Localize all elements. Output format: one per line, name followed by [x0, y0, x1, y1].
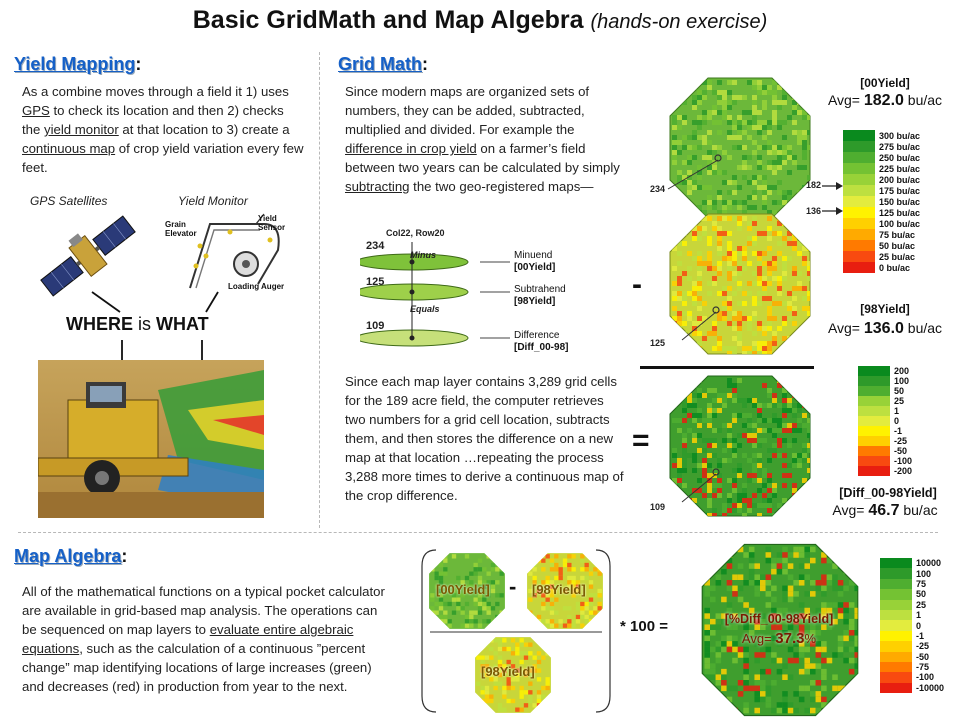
- gm-sub: subtracting: [345, 179, 410, 194]
- stack-v2: 125: [366, 276, 385, 288]
- legend-row: [858, 456, 912, 466]
- cell-value-diff: 109: [650, 502, 666, 512]
- map-algebra-text: [22, 582, 394, 696]
- legend-pct: [880, 558, 944, 693]
- legend-label: 75 bu/ac: [879, 229, 916, 240]
- legend-row: [858, 376, 912, 386]
- loading-auger-label: Loading Auger: [228, 282, 285, 291]
- minuend-label: Minuend: [514, 250, 553, 261]
- legend-row: [843, 185, 920, 196]
- caption-gps: GPS Satellites: [30, 194, 108, 208]
- legend-label: 200 bu/ac: [879, 174, 921, 185]
- avg-pct-diff: [704, 630, 854, 647]
- legend-row: [880, 662, 944, 672]
- operator-equals: =: [632, 424, 650, 457]
- legend-label: 0 bu/ac: [879, 262, 911, 273]
- avg-unit: bu/ac: [899, 502, 938, 518]
- subtrahend-layer: [98Yield]: [514, 296, 556, 307]
- legend-swatch: [843, 229, 875, 240]
- stack-minus: Minus: [410, 250, 436, 260]
- legend-row: [880, 600, 944, 610]
- caption-monitor: Yield Monitor: [178, 194, 248, 208]
- avg-value: 182.0: [863, 92, 904, 109]
- legend-label: -10000: [916, 682, 945, 693]
- legend-swatch: [843, 251, 875, 262]
- row-divider: [18, 532, 938, 533]
- legend-swatch: [880, 652, 912, 662]
- pointer-diff: [660, 470, 720, 510]
- ym-gps: GPS: [22, 103, 50, 118]
- legend-swatch: [858, 436, 890, 445]
- map-algebra-heading-text: Map Algebra: [14, 546, 122, 566]
- legend-swatch: [843, 163, 875, 174]
- legend-label: -1: [916, 630, 925, 641]
- legend-swatch: [843, 174, 875, 185]
- label-diff: [Diff_00-98Yield]: [839, 486, 937, 500]
- arrow-136-label: 136: [806, 206, 822, 216]
- grid-math-each-text: Since each map layer contains 3,289 grid cells for the 189 acre field, the computer retrieves two numbers for a grid cell location, subtracts them, and then stores the difference on a new map at that location …repeating the process 3,288 more times to derive a continuous map of the crop difference.: [345, 374, 624, 503]
- pointer-98: [660, 308, 720, 348]
- legend-swatch: [843, 262, 875, 273]
- legend-label: 100: [916, 568, 932, 579]
- legend-row: [843, 229, 920, 240]
- legend-label: -50: [894, 446, 908, 456]
- is-text: is: [138, 314, 152, 334]
- legend-label: 250 bu/ac: [879, 152, 921, 163]
- ym-monitor: yield monitor: [44, 122, 119, 137]
- legend-swatch: [843, 141, 875, 152]
- legend-label: -75: [916, 662, 930, 673]
- gm-text-2: on a farmer’s field between two years can be calculated by simply: [345, 141, 620, 175]
- legend-row: [880, 620, 944, 630]
- legend-swatch: [880, 589, 912, 599]
- label-pct-diff: [%Diff_00-98Yield]: [724, 612, 834, 626]
- legend-swatch: [858, 426, 890, 435]
- legend-label: -100: [916, 672, 935, 683]
- cell-value-00: 234: [650, 184, 666, 194]
- minuend-layer: [00Yield]: [514, 262, 556, 273]
- legend-row: [843, 174, 920, 185]
- legend-swatch: [880, 683, 912, 693]
- legend-label: 1: [916, 610, 922, 621]
- yield-sensor-label: Yield Sensor: [258, 214, 286, 232]
- legend-label: -50: [916, 651, 930, 662]
- avg-pre: Avg=: [827, 320, 864, 336]
- formula-00yield: [00Yield]: [436, 582, 490, 597]
- arrow-182-label: 182: [806, 180, 822, 190]
- legend-row: [843, 207, 920, 218]
- legend-label: -100: [894, 456, 913, 466]
- legend-label: 125 bu/ac: [879, 207, 921, 218]
- ym-text-1: As a combine moves through a field it 1) uses: [22, 84, 289, 99]
- legend-row: [880, 652, 944, 662]
- legend-swatch: [880, 641, 912, 651]
- map-algebra-heading: [14, 546, 127, 567]
- legend-swatch: [880, 610, 912, 620]
- gm-text-3: the two geo-registered maps—: [409, 179, 594, 194]
- heading-colon: :: [135, 54, 142, 74]
- legend-label: -1: [894, 426, 903, 436]
- legend-label: 100 bu/ac: [879, 218, 921, 229]
- legend-label: 50 bu/ac: [879, 240, 916, 251]
- legend-label: 0: [916, 620, 922, 631]
- legend-row: [843, 240, 920, 251]
- label-00yield: [00Yield]: [860, 76, 910, 90]
- legend-row: [843, 196, 920, 207]
- legend-row: [880, 610, 944, 620]
- column-divider: [319, 52, 320, 528]
- legend-swatch: [858, 416, 890, 425]
- legend-arrows: [822, 178, 844, 218]
- legend-swatch: [843, 185, 875, 196]
- stack-v1: 234: [366, 240, 385, 252]
- what-text: WHAT: [156, 314, 209, 334]
- formula-minus: -: [509, 574, 517, 599]
- legend-label: 50: [916, 589, 927, 600]
- map-00yield: [668, 76, 812, 220]
- avg-diff: [815, 502, 955, 520]
- stack-v3: 109: [366, 320, 385, 332]
- legend-row: [858, 466, 912, 476]
- yield-mapping-heading: [14, 54, 141, 75]
- legend-row: [843, 152, 920, 163]
- legend-row: [843, 163, 920, 174]
- legend-diff: [858, 366, 912, 476]
- stack-subtrahend: [514, 284, 566, 308]
- legend-swatch: [880, 662, 912, 672]
- legend-label: 10000: [916, 558, 942, 569]
- avg-pre: Avg=: [827, 92, 864, 108]
- legend-swatch: [880, 558, 912, 568]
- legend-swatch: [858, 466, 890, 475]
- legend-swatch: [880, 568, 912, 578]
- legend-label: 225 bu/ac: [879, 163, 921, 174]
- legend-swatch: [858, 376, 890, 385]
- grid-math-heading-text: Grid Math: [338, 54, 422, 74]
- legend-label: 300 bu/ac: [879, 130, 921, 141]
- legend-swatch: [858, 366, 890, 375]
- legend-row: [880, 683, 944, 693]
- legend-swatch: [858, 446, 890, 455]
- legend-row: [858, 366, 912, 376]
- avg-value: 136.0: [863, 320, 904, 337]
- title-sub: (hands-on exercise): [590, 11, 768, 33]
- yield-mapping-text: [22, 82, 304, 177]
- legend-swatch: [858, 396, 890, 405]
- title-main: Basic GridMath and Map Algebra: [192, 6, 584, 34]
- stack-equals: Equals: [410, 304, 440, 314]
- legend-row: [843, 218, 920, 229]
- grid-math-stack-diagram: [360, 226, 620, 364]
- legend-row: [880, 589, 944, 599]
- legend-row: [858, 426, 912, 436]
- ym-text-3: at that location to 3) create a: [118, 122, 290, 137]
- legend-label: 150 bu/ac: [879, 196, 921, 207]
- legend-label: 100: [894, 376, 910, 386]
- legend-row: [858, 436, 912, 446]
- formula-98yield-bottom: [98Yield]: [481, 664, 535, 679]
- legend-swatch: [843, 196, 875, 207]
- avg-value: 37.3: [775, 630, 805, 647]
- legend-label: 1: [894, 406, 900, 416]
- formula-98yield: [98Yield]: [532, 582, 586, 597]
- ma-text-2: , such as the calculation of a continuous ”percent change” map identifying locations of large increases (green) and decreases (red) in production from year to the next.: [22, 641, 372, 694]
- cell-value-98: 125: [650, 338, 666, 348]
- page-title: [0, 6, 960, 35]
- gm-diff: difference in crop yield: [345, 141, 477, 156]
- legend-swatch: [843, 130, 875, 141]
- difference-label: Difference: [514, 330, 560, 341]
- where-is-what: [66, 314, 209, 335]
- legend-row: [880, 579, 944, 589]
- grid-math-heading: [338, 54, 428, 75]
- legend-row: [858, 406, 912, 416]
- legend-swatch: [843, 218, 875, 229]
- legend-swatch: [858, 386, 890, 395]
- grain-elevator-label: Grain Elevator: [165, 220, 197, 238]
- legend-row: [858, 396, 912, 406]
- legend-label: -200: [894, 466, 913, 476]
- legend-label: 200: [894, 366, 910, 376]
- legend-row: [858, 386, 912, 396]
- legend-row: [843, 262, 920, 273]
- legend-swatch: [880, 620, 912, 630]
- grid-math-text: [345, 82, 627, 196]
- subtraction-bar: [640, 366, 814, 369]
- operator-minus: -: [632, 268, 642, 301]
- avg-pre: Avg=: [741, 631, 776, 646]
- legend-row: [880, 672, 944, 682]
- legend-swatch: [843, 240, 875, 251]
- legend-row: [880, 568, 944, 578]
- stack-minuend: [514, 250, 555, 274]
- avg-unit: %: [804, 631, 817, 646]
- legend-label: 25: [916, 599, 927, 610]
- heading-colon: :: [422, 54, 428, 74]
- ma-text-1: All of the mathematical functions on a typical pocket calculator are available in grid-based map analysis. The operations can be sequenced on map layers to: [22, 584, 385, 637]
- legend-row: [880, 631, 944, 641]
- legend-swatch: [880, 631, 912, 641]
- avg-value: 46.7: [868, 502, 900, 519]
- legend-row: [858, 446, 912, 456]
- legend-row: [843, 141, 920, 152]
- legend-swatch: [843, 152, 875, 163]
- legend-row: [880, 641, 944, 651]
- legend-row: [843, 130, 920, 141]
- pointer-00: [620, 155, 720, 195]
- legend-label: 0: [894, 416, 900, 426]
- legend-label: 25 bu/ac: [879, 251, 916, 262]
- combine-photo: [38, 360, 264, 518]
- avg-unit: bu/ac: [903, 320, 943, 336]
- legend-yield: [843, 130, 920, 273]
- where-text: WHERE: [66, 314, 133, 334]
- legend-label: 175 bu/ac: [879, 185, 921, 196]
- legend-swatch: [880, 600, 912, 610]
- stack-col-row: Col22, Row20: [386, 228, 445, 238]
- legend-label: -25: [916, 641, 930, 652]
- legend-swatch: [843, 207, 875, 218]
- difference-layer: [Diff_00-98]: [514, 342, 569, 353]
- legend-row: [880, 558, 944, 568]
- ym-contmap: continuous map: [22, 141, 116, 156]
- legend-label: 275 bu/ac: [879, 141, 921, 152]
- subtrahend-label: Subtrahend: [514, 284, 566, 295]
- gm-text-1: Since modern maps are organized sets of numbers, they can be added, subtracted, multiplied and divided. For example the: [345, 84, 590, 137]
- formula-times-100: * 100 =: [620, 618, 668, 635]
- legend-row: [843, 251, 920, 262]
- legend-label: 50: [894, 386, 905, 396]
- heading-colon: :: [121, 546, 128, 566]
- legend-swatch: [880, 579, 912, 589]
- ym-text-4: of crop yield variation every few feet.: [22, 141, 304, 175]
- legend-swatch: [858, 406, 890, 415]
- legend-label: 25: [894, 396, 905, 406]
- avg-pre: Avg=: [832, 502, 869, 518]
- label-98yield: [98Yield]: [860, 302, 910, 316]
- avg-unit: bu/ac: [903, 92, 943, 108]
- legend-swatch: [858, 456, 890, 465]
- legend-label: -25: [894, 436, 908, 446]
- ym-text-2: to check its location and then 2) checks the: [22, 103, 284, 137]
- legend-label: 75: [916, 578, 927, 589]
- legend-swatch: [880, 672, 912, 682]
- legend-row: [858, 416, 912, 426]
- avg-98yield: [815, 320, 955, 338]
- stack-difference: [514, 330, 568, 354]
- yield-mapping-heading-text: Yield Mapping: [14, 54, 136, 74]
- avg-00yield: [815, 92, 955, 110]
- ma-eval: evaluate entire algebraic equations: [22, 622, 354, 656]
